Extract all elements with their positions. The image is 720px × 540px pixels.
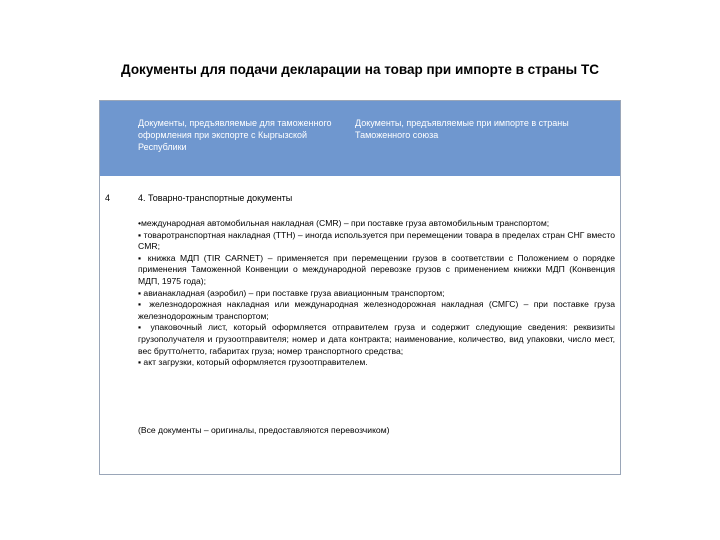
list-item: ▪ железнодорожная накладная или международная железнодорожная накладная (СМГС) – при поставке груза железнодорожным транспортом; <box>138 299 615 321</box>
section-title: 4. Товарно-транспортные документы <box>138 193 293 203</box>
list-item: ▪ товаротранспортная накладная (ТТН) – иногда используется при перемещении товара в пределах стран СНГ вместо CMR; <box>138 229 615 252</box>
table-header <box>100 101 620 176</box>
list-item: ▪ книжка МДП (TIR CARNET) – применяется при перемещении грузов в соответствии с Положением о порядке применения Таможенной Конвенции о международной перевозке грузов с применением книжки МДП (Конвенция МДП, 1975 года); <box>138 252 615 286</box>
documents-table <box>99 100 621 475</box>
row-number: 4 <box>105 193 111 203</box>
page-title: Документы для подачи декларации на товар при импорте в страны ТС <box>121 62 599 77</box>
note: (Все документы – оригиналы, предоставляются перевозчиком) <box>138 425 390 435</box>
header-export-column: Документы, предъявляемые для таможенного оформления при экспорте с Кыргызской Республики <box>138 118 332 152</box>
document-list <box>138 218 615 369</box>
header-import-column: Документы, предъявляемые при импорте в страны Таможенного союза <box>355 118 569 140</box>
list-item: ▪ акт загрузки, который оформляется грузоотправителем. <box>138 357 368 368</box>
list-item: ▪ авианакладная (аэробил) – при поставке груза авиационным транспортом; <box>138 287 445 298</box>
list-item: •международная автомобильная накладная (CMR) – при поставке груза автомобильным транспортом; <box>138 218 550 228</box>
list-item: ▪ упаковочный лист, который оформляется отправителем груза и содержит следующие сведения: реквизиты грузополучателя и грузоотправителя; номер и дата контракта; наименование, количество, вид упаковки, число мест, вес брутто/нетто, габаритах груза; номер транспортного средства; <box>138 322 615 356</box>
